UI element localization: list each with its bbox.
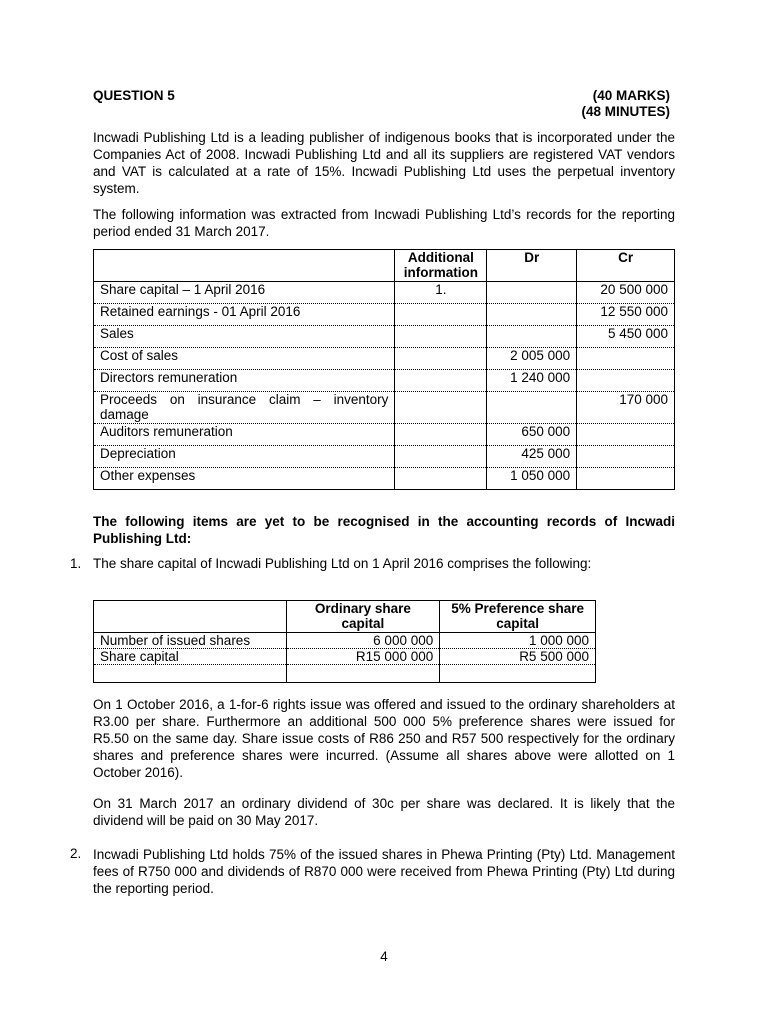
item-cell: Other expenses <box>94 468 395 490</box>
item-cell: Proceeds on insurance claim – inventory damage <box>94 392 395 424</box>
label-cell: Number of issued shares <box>94 633 287 649</box>
info-cell <box>395 304 487 326</box>
header-cell <box>94 601 287 633</box>
table-header-row <box>94 250 675 282</box>
dividend-paragraph: On 31 March 2017 an ordinary dividend of 30c per share was declared. It is likely that the dividend will be paid on 30 May 2017. <box>93 796 675 828</box>
header-cell: Cr <box>577 250 675 282</box>
info-cell: 1. <box>395 282 487 304</box>
label-cell <box>94 665 287 683</box>
info-cell <box>395 392 487 424</box>
item-1-number: 1. <box>70 556 82 571</box>
table-row <box>94 424 675 446</box>
cr-cell <box>577 446 675 468</box>
page-number: 4 <box>380 949 388 964</box>
header-cell: Dr <box>487 250 577 282</box>
rights-issue-paragraph: On 1 October 2016, a 1-for-6 rights issue was offered and issued to the ordinary shareholders at R3.00 per share. Furthermore an additional 500 000 5% preference shares were issued for R5.50 on the same day. Share issue costs of R86 250 and R57 500 respectively for the ordinary shares and preference shares were incurred. (Assume all shares above were allotted on 1 October 2016). <box>93 697 675 780</box>
marks-label: (40 MARKS) <box>592 88 670 103</box>
dr-cell: 650 000 <box>487 424 577 446</box>
info-cell <box>395 468 487 490</box>
table-header-row <box>94 601 596 633</box>
info-cell <box>395 424 487 446</box>
table-row <box>94 446 675 468</box>
label-cell: Share capital <box>94 649 287 665</box>
question-title: QUESTION 5 <box>93 88 175 103</box>
question-marks <box>581 88 670 120</box>
table-row <box>94 304 675 326</box>
dr-cell <box>487 304 577 326</box>
header-cell: Ordinary share capital <box>286 601 440 633</box>
share-capital-table <box>93 600 596 683</box>
info-cell <box>395 370 487 392</box>
cr-cell: 170 000 <box>577 392 675 424</box>
section-heading: The following items are yet to be recognised in the accounting records of Incwadi Publishing Ltd: <box>93 514 675 546</box>
dr-cell <box>487 392 577 424</box>
ordinary-cell: R15 000 000 <box>286 649 440 665</box>
dr-cell: 425 000 <box>487 446 577 468</box>
table-row <box>94 370 675 392</box>
info-cell <box>395 348 487 370</box>
preference-cell: 1 000 000 <box>440 633 596 649</box>
item-2-number: 2. <box>70 846 82 861</box>
dr-cell <box>487 326 577 348</box>
table-row <box>94 633 596 649</box>
cr-cell <box>577 468 675 490</box>
cr-cell <box>577 370 675 392</box>
item-cell: Share capital – 1 April 2016 <box>94 282 395 304</box>
info-cell <box>395 326 487 348</box>
cr-cell: 5 450 000 <box>577 326 675 348</box>
dr-cell: 1 050 000 <box>487 468 577 490</box>
table-row <box>94 665 596 683</box>
preference-cell <box>440 665 596 683</box>
intro-paragraph-1: Incwadi Publishing Ltd is a leading publisher of indigenous books that is incorporated under the Companies Act of 2008. Incwadi Publishing Ltd and all its suppliers are registered VAT vendors and VAT is calculated at a rate of 15%. Incwadi Publishing Ltd uses the perpetual inventory system. <box>93 130 675 196</box>
ordinary-cell <box>286 665 440 683</box>
ordinary-cell: 6 000 000 <box>286 633 440 649</box>
item-cell: Retained earnings - 01 April 2016 <box>94 304 395 326</box>
minutes-label: (48 MINUTES) <box>581 104 670 119</box>
header-cell: Additional information <box>395 250 487 282</box>
trial-balance-table <box>93 249 675 490</box>
table-row <box>94 392 675 424</box>
cr-cell <box>577 348 675 370</box>
cr-cell <box>577 424 675 446</box>
dr-cell: 2 005 000 <box>487 348 577 370</box>
item-cell: Directors remuneration <box>94 370 395 392</box>
table-row <box>94 282 675 304</box>
item-cell: Cost of sales <box>94 348 395 370</box>
item-cell: Auditors remuneration <box>94 424 395 446</box>
item-cell: Sales <box>94 326 395 348</box>
info-cell <box>395 446 487 468</box>
item-2-text: Incwadi Publishing Ltd holds 75% of the issued shares in Phewa Printing (Pty) Ltd. Management fees of R750 000 and dividends of R870 000 were received from Phewa Printing (Pty) Ltd during the reporting period. <box>93 847 675 896</box>
header-cell: 5% Preference share capital <box>440 601 596 633</box>
intro-paragraph-2: The following information was extracted from Incwadi Publishing Ltd’s records for the reporting period ended 31 March 2017. <box>93 207 675 239</box>
table-row <box>94 468 675 490</box>
dr-cell <box>487 282 577 304</box>
dr-cell: 1 240 000 <box>487 370 577 392</box>
table-row <box>94 348 675 370</box>
item-1-text: The share capital of Incwadi Publishing Ltd on 1 April 2016 comprises the following: <box>93 556 592 571</box>
item-cell: Depreciation <box>94 446 395 468</box>
preference-cell: R5 500 000 <box>440 649 596 665</box>
cr-cell: 12 550 000 <box>577 304 675 326</box>
cr-cell: 20 500 000 <box>577 282 675 304</box>
table-row <box>94 649 596 665</box>
header-cell <box>94 250 395 282</box>
table-row <box>94 326 675 348</box>
